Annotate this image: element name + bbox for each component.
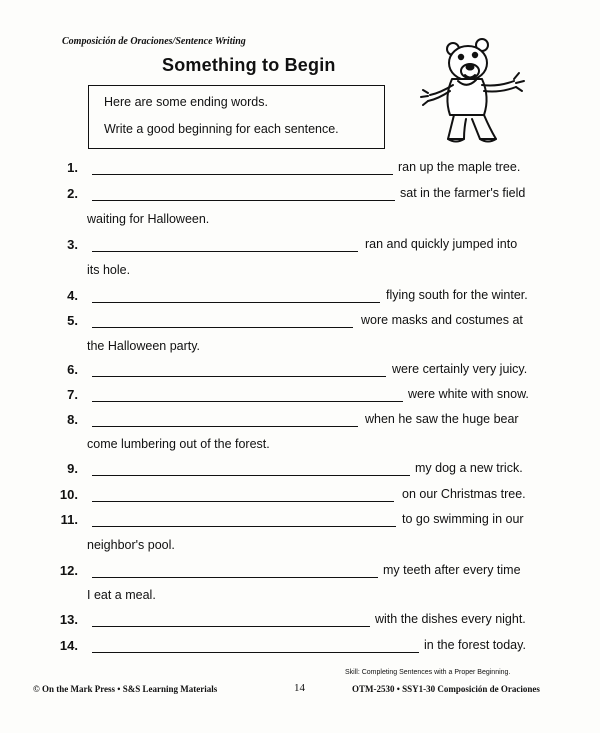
answer-blank[interactable] — [92, 376, 386, 377]
sentence-continuation: the Halloween party. — [87, 339, 201, 353]
answer-blank[interactable] — [92, 327, 353, 328]
sentence-ending: wore masks and costumes at — [361, 313, 523, 327]
answer-blank[interactable] — [92, 501, 394, 502]
item-number: 9. — [67, 461, 78, 476]
answer-blank[interactable] — [92, 251, 358, 252]
item-number: 3. — [67, 237, 78, 252]
page-title: Something to Begin — [162, 55, 336, 75]
item-number: 6. — [67, 362, 78, 377]
answer-blank[interactable] — [92, 577, 378, 578]
sentence-ending: ran and quickly jumped into — [365, 237, 518, 251]
sentence-continuation: come lumbering out of the forest. — [87, 437, 270, 451]
sentence-ending: flying south for the winter. — [386, 288, 528, 302]
sentence-ending: were white with snow. — [408, 387, 529, 401]
sentence-ending: sat in the farmer's field — [400, 186, 526, 200]
instruction-line: Write a good beginning for each sentence. — [104, 122, 339, 136]
sentence-ending: with the dishes every night. — [375, 612, 526, 626]
item-number: 4. — [67, 288, 78, 303]
item-number: 12. — [59, 563, 78, 578]
sentence-ending: in the forest today. — [424, 638, 526, 652]
item-number: 5. — [67, 313, 78, 328]
answer-blank[interactable] — [92, 475, 410, 476]
sentence-continuation: I eat a meal. — [87, 588, 156, 602]
answer-blank[interactable] — [92, 200, 395, 201]
sentence-ending: my dog a new trick. — [415, 461, 523, 475]
item-number: 7. — [67, 387, 78, 402]
answer-blank[interactable] — [92, 174, 393, 175]
answer-blank[interactable] — [92, 401, 403, 402]
sentence-ending: to go swimming in our — [402, 512, 524, 526]
instruction-line: Here are some ending words. — [104, 95, 268, 109]
answer-blank[interactable] — [92, 652, 419, 653]
answer-blank[interactable] — [92, 426, 358, 427]
item-number: 8. — [67, 412, 78, 427]
product-code: OTM-2530 • SSY1-30 Composición de Oraciones — [352, 684, 540, 694]
skill-note: Skill: Completing Sentences with a Proper Beginning. — [345, 669, 511, 676]
answer-blank[interactable] — [92, 526, 396, 527]
answer-blank[interactable] — [92, 302, 380, 303]
series-label: Composición de Oraciones/Sentence Writing — [62, 36, 246, 47]
sentence-ending: when he saw the huge bear — [365, 412, 519, 426]
sentence-continuation: waiting for Halloween. — [87, 212, 210, 226]
sentence-continuation: its hole. — [87, 263, 131, 277]
page-number: 14 — [294, 682, 305, 694]
item-number: 14. — [59, 638, 78, 653]
item-number: 1. — [67, 160, 78, 175]
publisher-credit: © On the Mark Press • S&S Learning Materials — [33, 684, 218, 694]
bear-cartoon-icon — [420, 35, 530, 150]
sentence-ending: on our Christmas tree. — [402, 487, 526, 501]
item-number: 13. — [59, 612, 78, 627]
answer-blank[interactable] — [92, 626, 370, 627]
sentence-ending: were certainly very juicy. — [392, 362, 528, 376]
item-number: 2. — [67, 186, 78, 201]
sentence-continuation: neighbor's pool. — [87, 538, 175, 552]
instructions-box — [88, 85, 385, 149]
sentence-ending: ran up the maple tree. — [398, 160, 521, 174]
item-number: 10. — [59, 487, 78, 502]
sentence-ending: my teeth after every time — [383, 563, 521, 577]
item-number: 11. — [60, 512, 78, 527]
